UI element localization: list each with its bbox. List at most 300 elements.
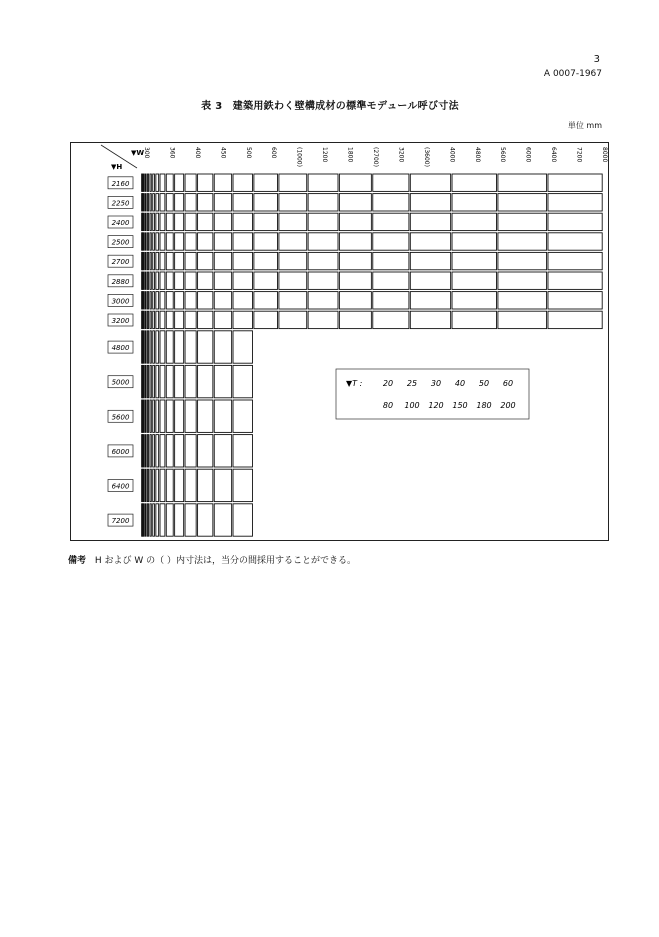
module-cell (153, 504, 155, 536)
module-cell (198, 365, 213, 397)
module-cell (410, 252, 450, 269)
module-cell (175, 213, 184, 230)
module-cell (175, 435, 184, 467)
w-dimension-label: 360 (168, 147, 176, 159)
module-cell (145, 292, 146, 309)
module-cell (156, 252, 159, 269)
module-cell (166, 194, 173, 211)
w-dimension-label: 1200 (321, 147, 329, 163)
module-cell (143, 365, 144, 397)
module-cell (233, 213, 252, 230)
h-dimension-label: 6000 (111, 447, 130, 456)
w-dimension-label: 500 (244, 147, 252, 159)
module-cell (198, 272, 213, 289)
module-cell (233, 252, 252, 269)
module-cell (160, 331, 165, 363)
module-cell (254, 213, 278, 230)
module-cell (373, 311, 409, 328)
module-cell (156, 400, 159, 432)
module-cell (373, 174, 409, 191)
w-dimension-label: 6400 (550, 147, 558, 163)
module-cell (233, 331, 252, 363)
w-dimension-label: 400 (193, 147, 201, 159)
module-cell (156, 292, 159, 309)
module-cell (214, 365, 231, 397)
t-value-row1: 30 (430, 379, 442, 388)
module-cell (160, 365, 165, 397)
module-cell (153, 233, 155, 250)
module-cell (233, 311, 252, 328)
module-cell (339, 252, 371, 269)
module-cell (214, 233, 231, 250)
module-cell (339, 194, 371, 211)
module-cell (143, 233, 144, 250)
remarks-text: H および W の（ ）内寸法は，当分の間採用することができる。 (94, 556, 357, 566)
module-cell (198, 504, 213, 536)
module-cell (308, 213, 338, 230)
module-cell (153, 174, 155, 191)
module-cell (156, 174, 159, 191)
module-cell (308, 311, 338, 328)
module-grid-svg (71, 143, 608, 540)
module-cell (145, 252, 146, 269)
module-cell (142, 469, 143, 501)
module-cell (156, 469, 159, 501)
module-cell (185, 400, 196, 432)
module-cell (153, 311, 155, 328)
w-dimension-label: 4000 (448, 147, 456, 163)
module-cell (143, 504, 144, 536)
w-dimension-label: 5600 (499, 147, 507, 163)
module-cell (160, 400, 165, 432)
module-cell (452, 233, 496, 250)
module-cell (166, 331, 173, 363)
module-cell (175, 194, 184, 211)
t-legend-symbol: ▼T : (346, 379, 363, 388)
module-cell (214, 292, 231, 309)
h-dimension-label: 2880 (111, 277, 130, 286)
module-cell (166, 400, 173, 432)
module-cell (279, 252, 307, 269)
module-cell (373, 213, 409, 230)
module-cell (160, 435, 165, 467)
module-cell (145, 194, 146, 211)
module-cell (175, 174, 184, 191)
module-cell (145, 331, 146, 363)
module-cell (147, 194, 148, 211)
module-cell (166, 365, 173, 397)
module-cell (214, 311, 231, 328)
t-legend-box (336, 369, 529, 419)
module-cell (153, 252, 155, 269)
module-cell (233, 365, 252, 397)
module-cell (279, 311, 307, 328)
module-cell (153, 272, 155, 289)
t-value-row1: 20 (382, 379, 394, 388)
h-dimension-label: 2500 (111, 238, 130, 247)
module-cell (214, 252, 231, 269)
module-cell (452, 292, 496, 309)
module-cell (185, 435, 196, 467)
module-cell (279, 213, 307, 230)
module-cell (198, 194, 213, 211)
module-cell (198, 252, 213, 269)
module-cell (308, 194, 338, 211)
w-dimension-label: 1800 (346, 147, 354, 163)
module-cell (548, 174, 602, 191)
module-cell (166, 311, 173, 328)
module-cell (160, 469, 165, 501)
module-cell (160, 194, 165, 211)
module-cell (142, 213, 143, 230)
module-cell (339, 233, 371, 250)
module-cell (498, 174, 547, 191)
module-cell (233, 469, 252, 501)
module-cell (145, 213, 146, 230)
module-cell (143, 435, 144, 467)
module-cell (373, 292, 409, 309)
module-cell (254, 272, 278, 289)
module-cell (175, 272, 184, 289)
module-cell (198, 174, 213, 191)
module-cell (143, 213, 144, 230)
module-cell (185, 311, 196, 328)
module-cell (160, 252, 165, 269)
module-cell (339, 174, 371, 191)
module-cell (156, 504, 159, 536)
h-dimension-label: 6400 (111, 482, 130, 491)
module-cell (185, 292, 196, 309)
module-cell (339, 213, 371, 230)
t-value-row2: 150 (452, 401, 468, 410)
module-cell (147, 331, 148, 363)
module-cell (452, 252, 496, 269)
module-cell (498, 213, 547, 230)
module-cell (143, 194, 144, 211)
w-dimension-label: 8000 (601, 147, 608, 163)
module-cell (150, 365, 151, 397)
module-cell (145, 400, 146, 432)
module-cell (166, 213, 173, 230)
module-cell (143, 469, 144, 501)
module-cell (143, 292, 144, 309)
module-cell (145, 311, 146, 328)
module-cell (308, 174, 338, 191)
module-cell (153, 194, 155, 211)
module-cell (233, 174, 252, 191)
t-value-row2: 120 (428, 401, 444, 410)
module-cell (185, 194, 196, 211)
module-cell (147, 504, 148, 536)
module-cell (373, 272, 409, 289)
module-cell (147, 213, 148, 230)
t-value-row1: 40 (454, 379, 466, 388)
module-cell (410, 272, 450, 289)
t-value-row2: 180 (476, 401, 492, 410)
module-cell (308, 233, 338, 250)
module-cell (198, 292, 213, 309)
module-cell (233, 504, 252, 536)
module-cell (452, 311, 496, 328)
module-cell (373, 252, 409, 269)
module-cell (185, 213, 196, 230)
module-cell (279, 194, 307, 211)
module-cell (153, 400, 155, 432)
module-cell (147, 272, 148, 289)
module-cell (233, 400, 252, 432)
module-cell (153, 292, 155, 309)
module-cell (147, 174, 148, 191)
module-cell (150, 174, 151, 191)
module-cell (175, 504, 184, 536)
h-dimension-label: 5000 (111, 378, 130, 387)
module-cell (279, 272, 307, 289)
t-value-row1: 60 (502, 379, 514, 388)
module-cell (498, 311, 547, 328)
module-cell (279, 292, 307, 309)
module-cell (373, 233, 409, 250)
module-cell (498, 292, 547, 309)
module-cell (147, 311, 148, 328)
module-cell (410, 213, 450, 230)
module-cell (548, 194, 602, 211)
module-cell (145, 435, 146, 467)
module-cell (160, 174, 165, 191)
module-cell (142, 311, 143, 328)
module-cell (254, 233, 278, 250)
h-dimension-label: 4800 (111, 344, 130, 353)
w-dimension-label: (3600) (422, 147, 430, 167)
module-cell (254, 292, 278, 309)
remarks-head: 備考 (68, 556, 87, 566)
module-cell (198, 233, 213, 250)
module-cell (254, 311, 278, 328)
w-dimension-label: 4800 (473, 147, 481, 163)
module-cell (233, 435, 252, 467)
module-cell (166, 174, 173, 191)
module-cell (147, 435, 148, 467)
module-cell (147, 252, 148, 269)
module-cell (308, 252, 338, 269)
module-cell (410, 233, 450, 250)
module-cell (166, 233, 173, 250)
module-cell (150, 252, 151, 269)
module-cell (548, 252, 602, 269)
module-cell (147, 469, 148, 501)
module-cell (339, 272, 371, 289)
module-cell (145, 233, 146, 250)
module-cell (142, 252, 143, 269)
module-cell (166, 252, 173, 269)
module-cell (548, 272, 602, 289)
remarks-note (68, 553, 628, 566)
module-cell (198, 400, 213, 432)
w-dimension-label: 3200 (397, 147, 405, 163)
module-dimension-figure (70, 142, 609, 541)
module-cell (160, 311, 165, 328)
w-dimension-label: 300 (143, 147, 150, 159)
w-dimension-label: 6000 (524, 147, 532, 163)
unit-label: 単位 mm (567, 121, 602, 130)
standard-number: A 0007-1967 (543, 69, 602, 79)
module-cell (185, 504, 196, 536)
module-cell (452, 272, 496, 289)
h-dimension-label: 2400 (111, 219, 130, 227)
module-cell (254, 174, 278, 191)
module-cell (175, 311, 184, 328)
module-cell (145, 504, 146, 536)
module-cell (142, 504, 143, 536)
module-cell (156, 272, 159, 289)
module-cell (498, 233, 547, 250)
module-cell (175, 331, 184, 363)
module-cell (156, 365, 159, 397)
module-cell (410, 194, 450, 211)
module-cell (145, 174, 146, 191)
module-cell (156, 435, 159, 467)
module-cell (410, 311, 450, 328)
module-cell (214, 194, 231, 211)
module-cell (143, 252, 144, 269)
module-cell (214, 213, 231, 230)
module-cell (145, 469, 146, 501)
module-cell (150, 233, 151, 250)
page-number: 3 (593, 54, 600, 65)
t-value-row2: 200 (500, 401, 516, 410)
module-cell (160, 272, 165, 289)
module-cell (175, 233, 184, 250)
module-cell (452, 213, 496, 230)
module-cell (147, 400, 148, 432)
module-cell (254, 252, 278, 269)
h-dimension-label: 7200 (111, 517, 130, 526)
module-cell (156, 331, 159, 363)
h-dimension-label: 2250 (111, 199, 130, 208)
module-cell (142, 272, 143, 289)
module-cell (142, 435, 143, 467)
module-cell (143, 331, 144, 363)
module-cell (160, 233, 165, 250)
module-cell (166, 435, 173, 467)
module-cell (175, 400, 184, 432)
module-cell (142, 400, 143, 432)
module-cell (150, 504, 151, 536)
module-cell (150, 311, 151, 328)
w-dimension-label: 450 (219, 147, 227, 159)
module-cell (142, 174, 143, 191)
module-cell (254, 194, 278, 211)
module-cell (142, 233, 143, 250)
module-cell (142, 331, 143, 363)
w-dimension-label: (1000) (295, 147, 303, 167)
t-value-row2: 80 (382, 401, 394, 410)
h-dimension-label: 3000 (111, 297, 130, 306)
t-value-row2: 100 (404, 401, 420, 410)
table-title: 表 3 建築用鉄わく壁構成材の標準モデュール呼び寸法 (201, 101, 459, 112)
h-dimension-label: 3200 (111, 317, 130, 325)
module-cell (175, 292, 184, 309)
module-cell (142, 194, 143, 211)
module-cell (410, 292, 450, 309)
module-cell (142, 365, 143, 397)
module-cell (198, 331, 213, 363)
module-cell (153, 365, 155, 397)
module-cell (150, 469, 151, 501)
module-cell (198, 435, 213, 467)
module-cell (166, 292, 173, 309)
module-cell (214, 174, 231, 191)
module-cell (410, 174, 450, 191)
module-cell (498, 194, 547, 211)
t-value-row1: 50 (478, 379, 490, 388)
module-cell (498, 272, 547, 289)
h-dimension-label: 2160 (111, 179, 130, 188)
module-cell (308, 292, 338, 309)
module-cell (147, 292, 148, 309)
module-cell (150, 292, 151, 309)
module-cell (150, 400, 151, 432)
module-cell (452, 194, 496, 211)
module-cell (175, 252, 184, 269)
module-cell (175, 469, 184, 501)
module-cell (498, 252, 547, 269)
t-value-row1: 25 (406, 379, 418, 388)
module-cell (156, 194, 159, 211)
module-cell (214, 504, 231, 536)
module-cell (150, 331, 151, 363)
module-cell (150, 272, 151, 289)
module-cell (150, 213, 151, 230)
module-cell (175, 365, 184, 397)
module-cell (185, 469, 196, 501)
module-cell (145, 365, 146, 397)
module-cell (308, 272, 338, 289)
module-cell (339, 292, 371, 309)
module-cell (143, 400, 144, 432)
module-cell (166, 504, 173, 536)
module-cell (153, 435, 155, 467)
w-dimension-label: 600 (270, 147, 278, 159)
module-cell (548, 213, 602, 230)
module-cell (143, 174, 144, 191)
module-cell (373, 194, 409, 211)
module-cell (147, 365, 148, 397)
module-cell (214, 400, 231, 432)
module-cell (185, 252, 196, 269)
module-cell (143, 311, 144, 328)
module-cell (198, 469, 213, 501)
h-dimension-label: 5600 (111, 413, 130, 422)
module-cell (185, 365, 196, 397)
module-cell (156, 233, 159, 250)
module-cell (548, 233, 602, 250)
module-cell (214, 331, 231, 363)
module-cell (185, 233, 196, 250)
module-cell (150, 435, 151, 467)
module-cell (279, 233, 307, 250)
module-cell (156, 311, 159, 328)
module-cell (166, 469, 173, 501)
module-cell (214, 435, 231, 467)
module-cell (233, 233, 252, 250)
module-cell (279, 174, 307, 191)
h-axis-symbol: ▼H (111, 163, 123, 171)
module-cell (147, 233, 148, 250)
module-cell (548, 292, 602, 309)
module-cell (160, 213, 165, 230)
module-cell (185, 174, 196, 191)
module-cell (153, 331, 155, 363)
